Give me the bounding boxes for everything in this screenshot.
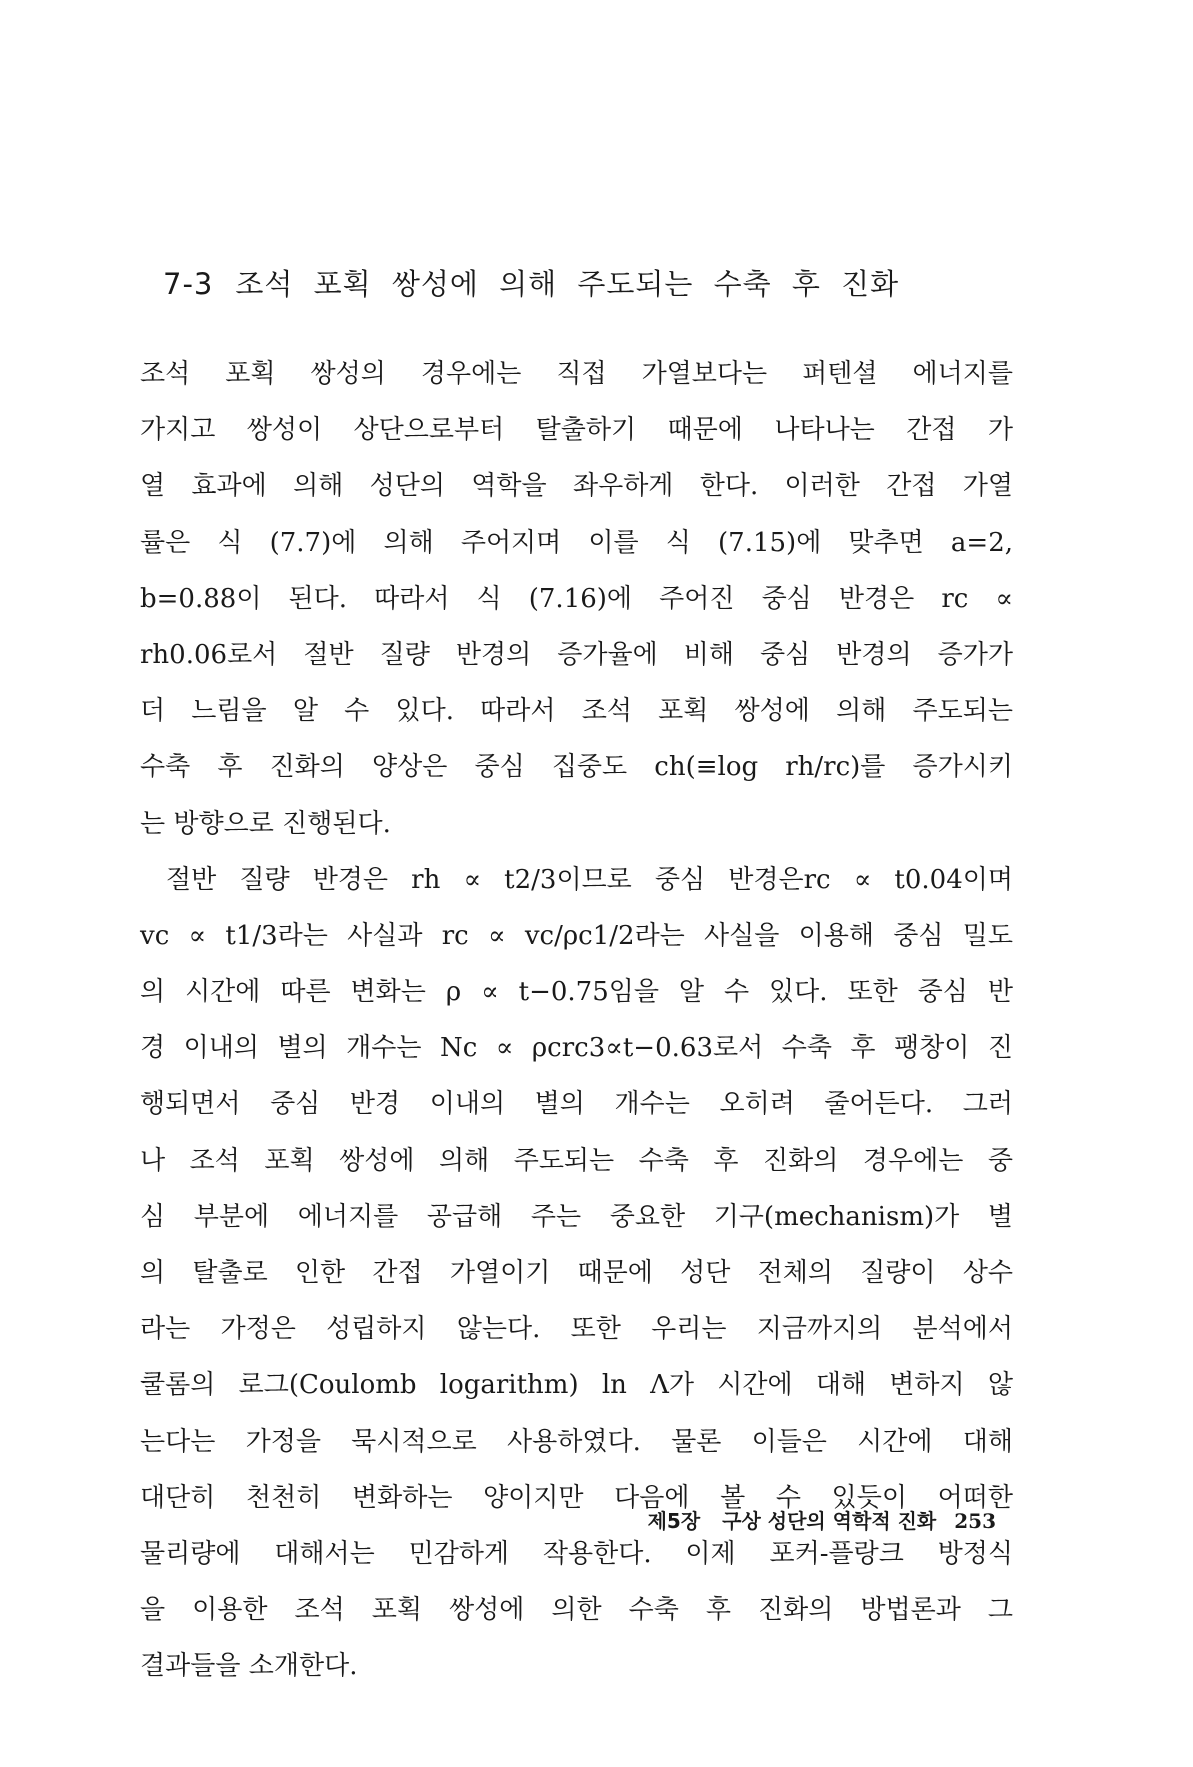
text-line: rh0.06로서 절반 질량 반경의 증가율에 비해 중심 반경의 증가가	[140, 639, 1013, 670]
text-line: 가지고 쌍성이 상단으로부터 탈출하기 때문에 나타나는 간접 가	[140, 415, 1013, 446]
text-line: 결과들을 소개한다.	[140, 1651, 358, 1682]
chapter-label: 제5장	[647, 1509, 701, 1533]
text-line: 더 느림을 알 수 있다. 따라서 조석 포획 쌍성에 의해 주도되는	[140, 696, 1013, 727]
text-line: 는 방향으로 진행된다.	[140, 808, 391, 839]
body-text	[140, 346, 1013, 1695]
text-line: 열 효과에 의해 성단의 역학을 좌우하게 한다. 이러한 간접 가열	[140, 471, 1013, 502]
text-line: 수축 후 진화의 양상은 중심 집중도 ch(≡log rh/rc)를 증가시키	[140, 752, 1013, 783]
text-line: 는다는 가정을 묵시적으로 사용하였다. 물론 이들은 시간에 대해	[140, 1426, 1013, 1457]
text-line: 심 부분에 에너지를 공급해 주는 중요한 기구(mechanism)가 별	[140, 1201, 1013, 1232]
text-line: 을 이용한 조석 포획 쌍성에 의한 수축 후 진화의 방법론과 그	[140, 1595, 1013, 1626]
text-line: 절반 질량 반경은 rh ∝ t2/3이므로 중심 반경은rc ∝ t0.04이며	[166, 864, 1013, 895]
text-line: 대단히 천천히 변화하는 양이지만 다음에 볼 수 있듯이 어떠한	[140, 1482, 1013, 1513]
chapter-title: 구상 성단의 역학적 진화	[722, 1509, 937, 1533]
text-line: 의 시간에 따른 변화는 ρ ∝ t−0.75임을 알 수 있다. 또한 중심 반	[140, 977, 1013, 1008]
text-line: b=0.88이 된다. 따라서 식 (7.16)에 주어진 중심 반경은 rc ∝	[140, 583, 1013, 614]
page-number: 253	[954, 1509, 996, 1533]
section-number: 7-3	[163, 267, 214, 301]
text-line: 의 탈출로 인한 간접 가열이기 때문에 성단 전체의 질량이 상수	[140, 1258, 1013, 1288]
text-line: 쿨롬의 로그(Coulomb logarithm) ln Λ가 시간에 대해 변하지 않	[140, 1370, 1013, 1401]
text-line: 경 이내의 별의 개수는 Nc ∝ ρcrc3∝t−0.63로서 수축 후 팽창이 진	[140, 1033, 1013, 1064]
text-line: 라는 가정은 성립하지 않는다. 또한 우리는 지금까지의 분석에서	[140, 1314, 1013, 1345]
section-title: 조석 포획 쌍성에 의해 주도되는 수축 후 진화	[235, 267, 900, 301]
text-line: vc ∝ t1/3라는 사실과 rc ∝ vc/ρc1/2라는 사실을 이용해 중심 밀도	[140, 920, 1013, 951]
text-line: 나 조석 포획 쌍성에 의해 주도되는 수축 후 진화의 경우에는 중	[140, 1145, 1013, 1176]
page-footer	[546, 1505, 996, 1534]
text-line: 조석 포획 쌍성의 경우에는 직접 가열보다는 퍼텐셜 에너지를	[140, 359, 1013, 389]
text-line: 물리량에 대해서는 민감하게 작용한다. 이제 포커-플랑크 방정식	[140, 1538, 1013, 1569]
text-line: 률은 식 (7.7)에 의해 주어지며 이를 식 (7.15)에 맞추면 a=2,	[140, 527, 1013, 558]
text-line: 행되면서 중심 반경 이내의 별의 개수는 오히려 줄어든다. 그러	[140, 1089, 1013, 1120]
section-heading	[163, 262, 1043, 303]
